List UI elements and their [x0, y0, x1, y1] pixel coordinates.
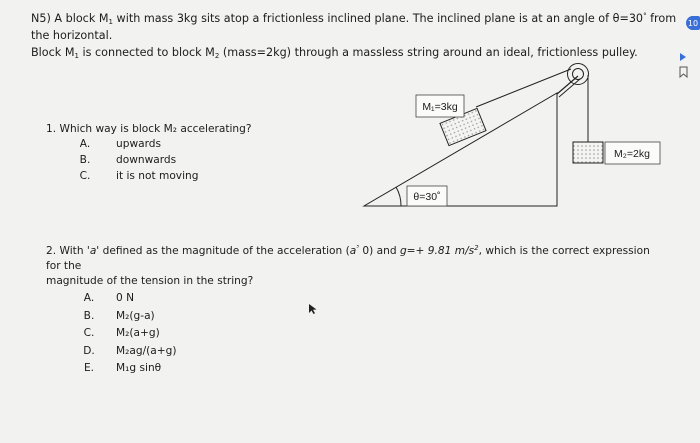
question-1-option[interactable] [70, 136, 252, 152]
angle-label: θ=30˚ [413, 191, 441, 203]
question-2-stem: 2. With 'a' defined as the magnitude of the acceleration ($a^{^3}$ 0) and g=+ 9.81 $m/s^2$, which is the correct expression for the magnitude of the tension in the string? [46, 244, 650, 287]
mouse-cursor-icon [308, 303, 318, 315]
question-2-options [46, 290, 666, 378]
option-letter: B. [83, 309, 95, 322]
block-m2 [573, 142, 603, 163]
pulley-support-2 [559, 79, 580, 97]
play-icon[interactable] [680, 53, 686, 61]
angle-arc [396, 187, 401, 206]
option-letter: C. [83, 327, 95, 339]
option-letter: A. [79, 138, 91, 150]
question-2-option[interactable] [74, 343, 666, 361]
m1-label: M₁=3kg [422, 101, 458, 113]
option-text: M₂(g-a) [116, 309, 155, 322]
notification-badge-count: 10 [687, 19, 699, 28]
option-text: M₂ag/(a+g) [116, 344, 177, 357]
question-2-option[interactable] [74, 308, 666, 326]
option-letter: B. [79, 154, 91, 166]
question-2-option[interactable] [74, 325, 666, 343]
question-1-option[interactable] [70, 152, 252, 168]
question-1-option[interactable] [70, 168, 252, 184]
question-2 [46, 244, 666, 378]
option-letter: D. [83, 344, 95, 357]
problem-intro: N5) A block $M_1$ with mass 3kg sits atop a frictionless inclined plane. The inclined plane is at an angle of θ=30° from the horizontal. Block $M_1$ is connected to block $M_2$ (mass=2kg) through a massless string around an ideal, frictionless pulley. [31, 12, 677, 60]
option-letter: E. [83, 362, 95, 374]
option-text: 0 N [116, 292, 135, 304]
side-toolbar [678, 14, 700, 84]
option-text: it is not moving [116, 170, 199, 182]
option-text: downwards [116, 154, 177, 166]
question-1 [46, 123, 252, 184]
question-2-option[interactable] [74, 360, 666, 378]
option-text: M₁g sinθ [116, 362, 162, 374]
option-letter: A. [83, 292, 95, 304]
question-1-stem: 1. Which way is block M₂ accelerating? [46, 123, 252, 135]
option-text: M₂(a+g) [116, 327, 160, 339]
pulley-hub [573, 69, 584, 80]
m2-label: M₂=2kg [614, 148, 650, 160]
option-text: upwards [116, 138, 162, 150]
bookmark-icon[interactable] [680, 67, 687, 77]
question-1-options [46, 136, 252, 184]
question-2-option[interactable] [74, 290, 666, 308]
option-letter: C. [79, 170, 91, 182]
problem-label: N5) [31, 12, 51, 25]
